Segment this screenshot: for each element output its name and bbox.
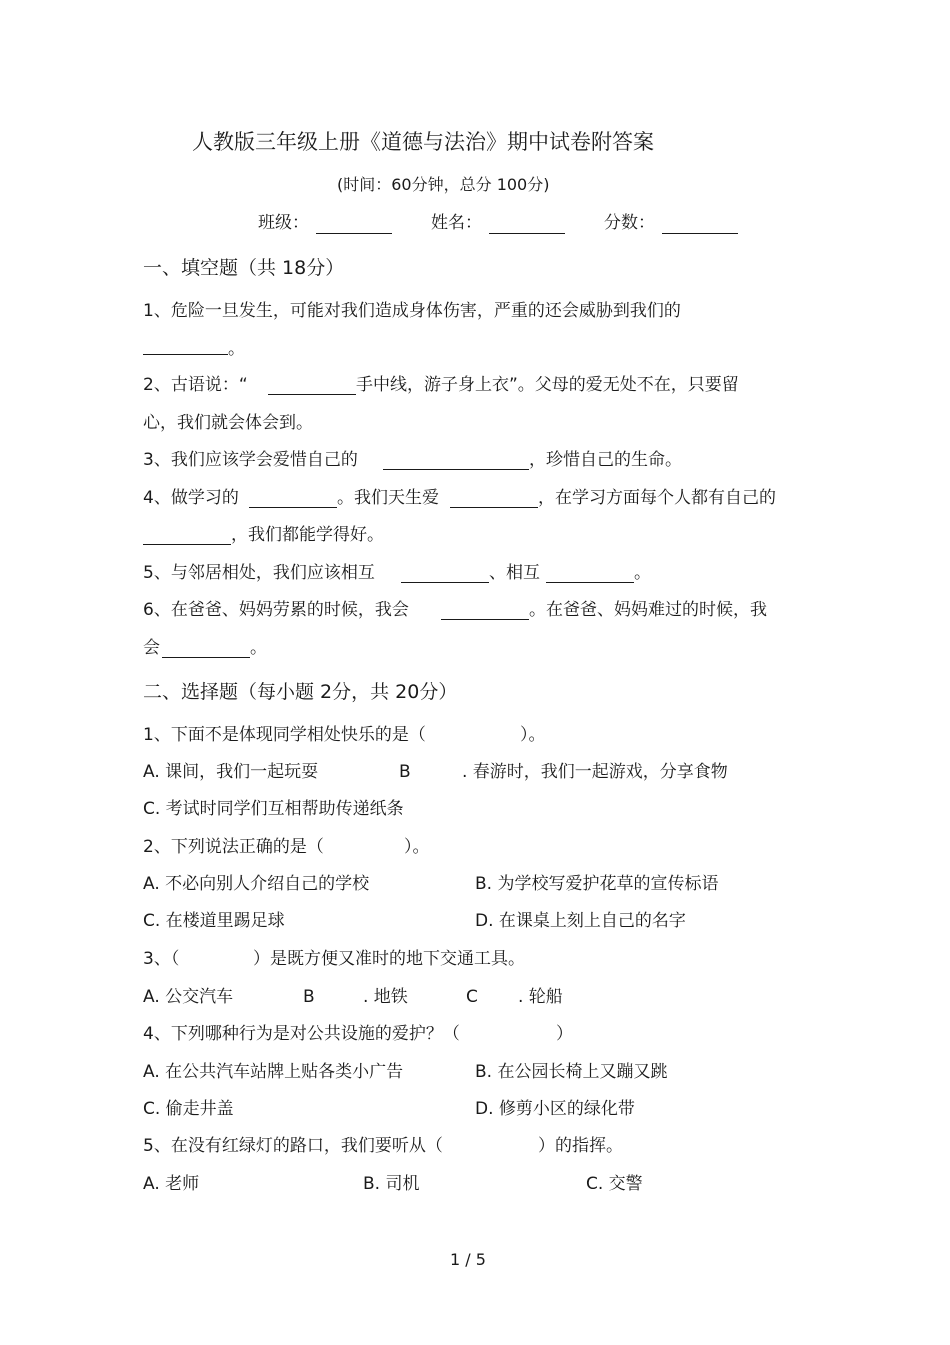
page-title: 人教版三年级上册《道德与法治》期中试卷附答案 bbox=[192, 130, 654, 154]
question-text: 。 bbox=[228, 339, 245, 359]
question-stem: ） bbox=[556, 1024, 573, 1044]
answer-blank[interactable] bbox=[249, 507, 337, 508]
question-text: 。我们天生爱 bbox=[337, 488, 439, 508]
option-d[interactable]: D. 在课桌上刻上自己的名字 bbox=[475, 911, 686, 931]
question-stem: ）是既方便又准时的地下交通工具。 bbox=[253, 949, 525, 969]
question-text: 。 bbox=[634, 563, 651, 583]
question-text: ，在学习方面每个人都有自己的 bbox=[538, 488, 776, 508]
exam-time-info: (时间：60分钟，总分 100分) bbox=[337, 175, 550, 194]
answer-blank[interactable] bbox=[546, 582, 634, 583]
answer-blank[interactable] bbox=[268, 394, 356, 395]
option-a[interactable]: A. 老师 bbox=[143, 1174, 200, 1194]
option-c[interactable]: . 轮船 bbox=[518, 987, 563, 1007]
name-label: 姓名： bbox=[431, 213, 482, 233]
section-heading-multiple-choice: 二、选择题（每小题 2分，共 20分） bbox=[143, 681, 458, 703]
question-text: 手中线，游子身上衣”。父母的爱无处不在，只要留 bbox=[356, 375, 739, 395]
option-c[interactable]: C. 交警 bbox=[586, 1174, 643, 1194]
question-text: 3、我们应该学会爱惜自己的 bbox=[143, 450, 358, 470]
class-field[interactable] bbox=[316, 233, 392, 234]
answer-blank[interactable] bbox=[143, 544, 231, 545]
option-b[interactable]: B. 为学校写爱护花草的宣传标语 bbox=[475, 874, 719, 894]
question-text: 5、与邻居相处，我们应该相互 bbox=[143, 563, 375, 583]
option-c[interactable]: C. 在楼道里踢足球 bbox=[143, 911, 285, 931]
question-text: 6、在爸爸、妈妈劳累的时候，我会 bbox=[143, 600, 409, 620]
answer-blank[interactable] bbox=[162, 657, 250, 658]
option-d[interactable]: D. 修剪小区的绿化带 bbox=[475, 1099, 635, 1119]
question-text: 。在爸爸、妈妈难过的时候，我 bbox=[529, 600, 767, 620]
section-heading-fill-in: 一、填空题（共 18分） bbox=[143, 257, 345, 279]
option-b-letter[interactable]: B bbox=[399, 762, 411, 782]
question-stem: ）。 bbox=[404, 837, 430, 857]
question-stem: 3、（ bbox=[143, 949, 180, 969]
question-text: 。 bbox=[250, 638, 267, 658]
option-a[interactable]: A. 不必向别人介绍自己的学校 bbox=[143, 874, 370, 894]
question-text: 4、做学习的 bbox=[143, 488, 239, 508]
option-a[interactable]: A. 在公共汽车站牌上贴各类小广告 bbox=[143, 1062, 404, 1082]
score-label: 分数： bbox=[604, 213, 655, 233]
option-c[interactable]: C. 偷走井盖 bbox=[143, 1099, 234, 1119]
option-b[interactable]: B. 司机 bbox=[363, 1174, 420, 1194]
answer-blank[interactable] bbox=[441, 619, 529, 620]
option-c-letter[interactable]: C bbox=[466, 987, 478, 1007]
question-stem: 4、下列哪种行为是对公共设施的爱护？（ bbox=[143, 1024, 460, 1044]
answer-blank[interactable] bbox=[143, 354, 228, 355]
question-text: 心，我们就会体会到。 bbox=[143, 413, 313, 433]
question-stem: 2、下列说法正确的是（ bbox=[143, 837, 324, 857]
answer-blank[interactable] bbox=[450, 507, 538, 508]
question-stem: 5、在没有红绿灯的路口，我们要听从（ bbox=[143, 1136, 443, 1156]
question-text: ，珍惜自己的生命。 bbox=[529, 450, 682, 470]
answer-blank[interactable] bbox=[383, 469, 529, 470]
question-text: ，我们都能学得好。 bbox=[231, 525, 384, 545]
question-text: 1、危险一旦发生，可能对我们造成身体伤害，严重的还会威胁到我们的 bbox=[143, 301, 681, 321]
answer-blank[interactable] bbox=[401, 582, 489, 583]
option-c[interactable]: C. 考试时同学们互相帮助传递纸条 bbox=[143, 799, 404, 819]
question-stem: ）的指挥。 bbox=[538, 1136, 623, 1156]
question-text: 2、古语说：“ bbox=[143, 375, 248, 395]
question-text: 、相互 bbox=[489, 563, 540, 583]
option-a[interactable]: A. 公交汽车 bbox=[143, 987, 234, 1007]
option-b[interactable]: . 地铁 bbox=[363, 987, 408, 1007]
page-number: 1 / 5 bbox=[450, 1250, 486, 1269]
question-stem: ）。 bbox=[520, 725, 546, 745]
option-b[interactable]: B. 在公园长椅上又蹦又跳 bbox=[475, 1062, 668, 1082]
name-field[interactable] bbox=[489, 233, 565, 234]
option-a[interactable]: A. 课间，我们一起玩耍 bbox=[143, 762, 319, 782]
score-field[interactable] bbox=[662, 233, 738, 234]
class-label: 班级： bbox=[258, 213, 309, 233]
question-stem: 1、下面不是体现同学相处快乐的是（ bbox=[143, 725, 426, 745]
option-b[interactable]: . 春游时，我们一起游戏，分享食物 bbox=[462, 762, 728, 782]
question-text: 会 bbox=[143, 638, 160, 658]
option-b-letter[interactable]: B bbox=[303, 987, 315, 1007]
